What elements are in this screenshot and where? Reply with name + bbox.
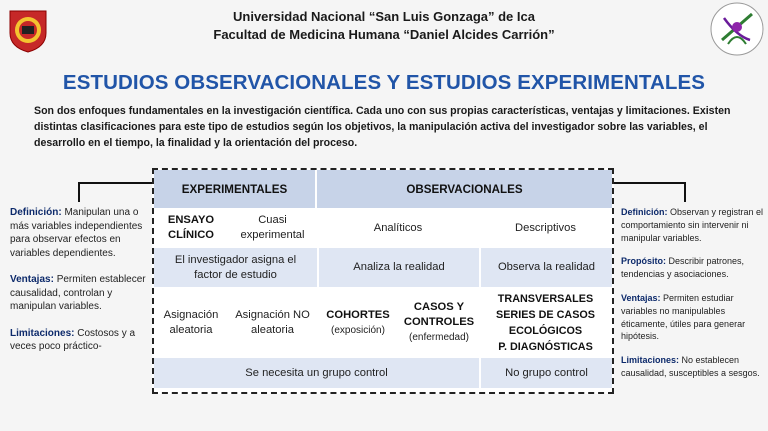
- experimental-header: EXPERIMENTALES: [154, 170, 317, 208]
- asignacion-no-aleatoria-cell: Asignación NO aleatoria: [228, 287, 317, 358]
- grupo-control-cell: Se necesita un grupo control: [154, 358, 479, 388]
- exp-definition: Definición: Manipulan una o más variables independientes para observar efectos en variables dependientes.: [10, 207, 143, 259]
- analiza-realidad-cell: Analiza la realidad: [317, 248, 479, 287]
- investigador-asigna-cell: El investigador asigna el factor de estudio: [154, 248, 317, 287]
- descriptive-types-cell: [479, 287, 612, 358]
- asignacion-aleatoria-cell: Asignación aleatoria: [154, 287, 228, 358]
- obs-advantages: Ventajas: Permiten estudiar variables no manipulables éticamente, útiles para generar hipótesis.: [621, 292, 746, 342]
- enfermedad-label: (enfermedad): [408, 332, 470, 343]
- analiticos-cell: Analíticos: [317, 208, 479, 248]
- cohortes-cell: [317, 287, 399, 358]
- exp-limitations: Limitaciones: Costosos y a veces poco práctico-: [10, 327, 136, 352]
- obs-limitations: Limitaciones: No establecen causalidad, susceptibles a sesgos.: [621, 355, 760, 378]
- exposicion-label: (exposición): [331, 324, 385, 336]
- casos-controles-cell: [399, 287, 479, 358]
- no-grupo-control-cell: No grupo control: [479, 358, 612, 388]
- cohortes-label: COHORTES: [326, 308, 390, 321]
- observa-realidad-cell: Observa la realidad: [479, 248, 612, 287]
- comparison-table: [152, 168, 614, 394]
- right-bracket: [610, 182, 686, 202]
- observational-header: OBSERVACIONALES: [317, 170, 612, 208]
- transversales-label: TRANSVERSALES: [497, 292, 594, 305]
- left-bracket: [78, 182, 154, 202]
- cuasi-experimental-cell: Cuasi experimental: [228, 208, 317, 248]
- faculty-name: Facultad de Medicina Humana “Daniel Alcides Carrión”: [213, 27, 555, 42]
- obs-definition: Definición: Observan y registran el comportamiento sin intervenir ni manipular variables.: [621, 207, 764, 243]
- descriptivos-cell: Descriptivos: [479, 208, 612, 248]
- ecologicos-label: ECOLÓGICOS: [508, 324, 583, 337]
- page-title: ESTUDIOS OBSERVACIONALES Y ESTUDIOS EXPERIMENTALES: [62, 71, 706, 94]
- intro-paragraph: Son dos enfoques fundamentales en la investigación científica. Cada uno con sus propias características, ventajas y limitaciones. Existen distintas clasificaciones para este tipo de estudios según los objetivos, la manipulación activa del investigador sobre las variables, el desarrollo en el tiempo, la finalidad y la orientación del proceso.: [34, 105, 731, 149]
- diagnosticas-label: P. DIAGNÓSTICAS: [498, 340, 593, 353]
- series-casos-label: SERIES DE CASOS: [496, 308, 595, 321]
- observational-notes: [621, 206, 764, 391]
- exp-advantages: Ventajas: Permiten establecer causalidad, controlan y manipulan variables.: [10, 274, 146, 312]
- ensayo-clinico-cell: ENSAYO CLÍNICO: [154, 208, 228, 248]
- experimental-notes: [10, 206, 150, 367]
- obs-purpose: Propósito: Describir patrones, tendencias y asociaciones.: [621, 256, 745, 280]
- casos-controles-label: CASOS Y CONTROLES: [403, 301, 475, 328]
- university-name: Universidad Nacional “San Luis Gonzaga” de Ica: [233, 9, 535, 24]
